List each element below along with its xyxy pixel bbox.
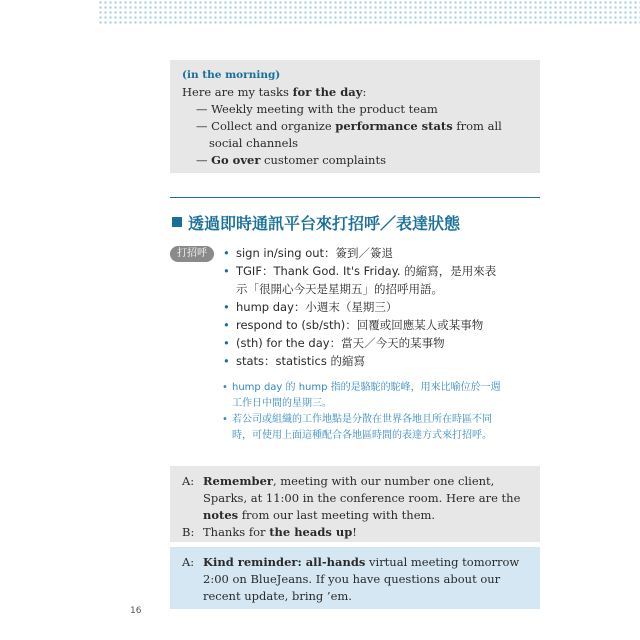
bullet-icon: • xyxy=(223,336,230,350)
dialog-line-a-2: Sparks, at 11:00 in the conference room. Here are the xyxy=(203,491,521,505)
dialog-line-a: A: Remember, meeting with our number one client, xyxy=(182,474,495,488)
dialog-line-a-3: notes from our last meeting with them. xyxy=(203,508,436,522)
morning-tasks-box xyxy=(170,60,540,173)
tasks-intro: Here are my tasks for the day: xyxy=(182,85,367,99)
bullet-icon: • xyxy=(222,414,228,425)
list-item: • sign in/sing out：簽到／簽退 xyxy=(223,246,394,260)
decorative-dot-band xyxy=(98,0,640,26)
section-title-text: 透過即時通訊平台來打招呼／表達狀態 xyxy=(188,213,461,233)
bullet-icon: • xyxy=(223,318,230,332)
bullet-icon: • xyxy=(223,354,230,368)
list-item-continued: 示「很開心今天是星期五」的招呼用語。 xyxy=(236,282,443,296)
page-number: 16 xyxy=(130,606,142,616)
bullet-icon: • xyxy=(223,246,230,260)
dialog-line-b: B: Thanks for the heads up! xyxy=(182,525,357,539)
list-item: • (sth) for the day：當天／今天的某事物 xyxy=(223,336,445,350)
vocabulary-list xyxy=(223,244,543,370)
task-item-2-continued: social channels xyxy=(209,136,299,150)
note-item-continued: 工作日中間的星期三。 xyxy=(232,398,332,409)
note-item: • hump day 的 hump 指的是駱駝的駝峰，用來比喻位於一週 xyxy=(222,380,542,396)
note-item: • 若公司或組織的工作地點是分散在世界各地且所在時區不同 xyxy=(222,412,542,428)
reminder-line-1: A: Kind reminder: all-hands virtual meeting tomorrow xyxy=(182,555,520,569)
note-item-continued: 時，可使用上面這種配合各地區時間的表達方式來打招呼。 xyxy=(232,430,492,441)
greeting-tag-badge: 打招呼 xyxy=(170,246,214,262)
task-item-3: — Go over customer complaints xyxy=(196,153,386,167)
list-item: • hump day：小週末（星期三） xyxy=(223,300,398,314)
usage-notes xyxy=(222,380,542,444)
list-item: • respond to (sb/sth)：回覆或回應某人或某事物 xyxy=(223,318,484,332)
task-item-2: — Collect and organize performance stats from all xyxy=(196,119,502,133)
task-item-1: — Weekly meeting with the product team xyxy=(196,102,438,116)
reminder-line-2: 2:00 on BlueJeans. If you have questions about our xyxy=(203,572,501,586)
dialog-box xyxy=(170,466,540,542)
bullet-icon: • xyxy=(223,264,230,278)
list-item: • stats：statistics 的縮寫 xyxy=(223,354,365,368)
square-bullet-icon xyxy=(172,217,182,227)
bullet-icon: • xyxy=(223,300,230,314)
section-title xyxy=(172,207,542,237)
list-item: • TGIF：Thank God. It's Friday. 的縮寫，是用來表 xyxy=(223,264,497,278)
reminder-line-3: recent update, bring ’em. xyxy=(203,589,352,603)
morning-heading: (in the morning) xyxy=(182,69,281,81)
reminder-box xyxy=(170,547,540,609)
bullet-icon: • xyxy=(222,382,228,393)
section-divider xyxy=(170,197,540,198)
